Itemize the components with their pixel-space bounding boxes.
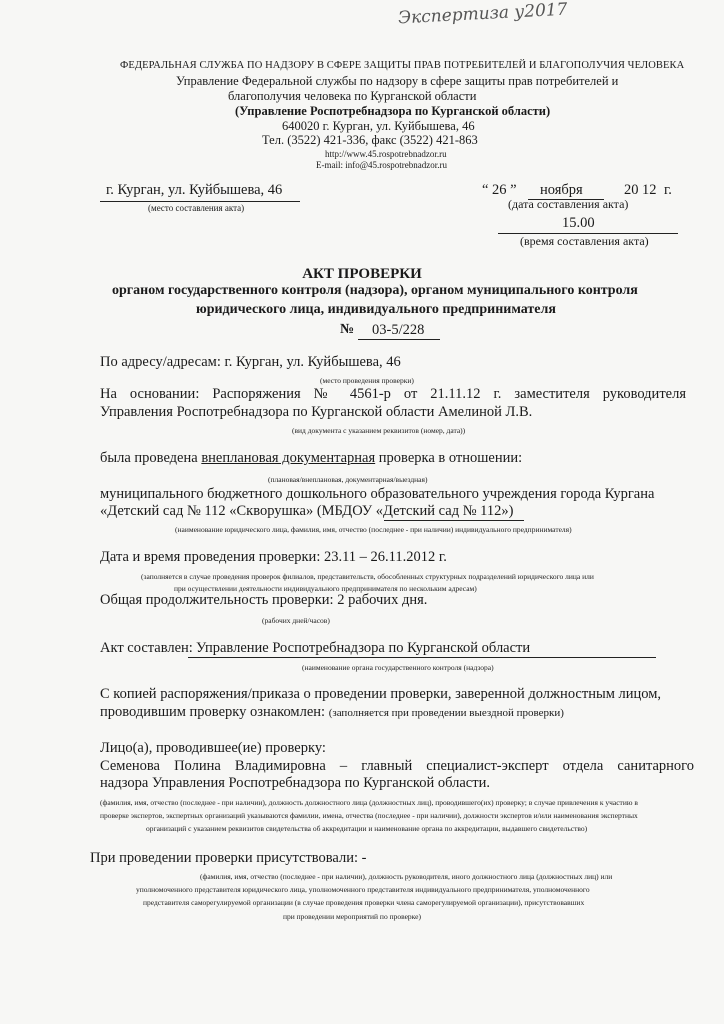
inspection-dates: Дата и время проведения проверки: 23.11 – 26.11.2012 г.: [100, 549, 447, 565]
act-number-label: №: [340, 322, 355, 337]
present-caption-1: (фамилия, имя, отчество (последнее - при наличии), должность руководителя, иного должностного лица (должностных лиц) или: [200, 872, 613, 881]
agency-website: http://www.45.rospotrebnadzor.ru: [325, 149, 447, 159]
inspection-address-caption: (место проведения проверки): [320, 376, 414, 385]
inspection-type: внеплановая документарная: [201, 450, 376, 466]
inspectors-caption-3: организаций с указанием реквизитов свидетельства об аккредитации и наименование органа по аккредитации, выдавшего свидетельство): [146, 824, 588, 833]
act-title: АКТ ПРОВЕРКИ: [302, 266, 422, 282]
inspection-address: По адресу/адресам: г. Курган, ул. Куйбышева, 46: [100, 354, 401, 370]
time-caption: (время составления акта): [520, 234, 649, 248]
compiled-caption: (наименование органа государственного контроля (надзора): [302, 663, 494, 672]
entity-line-2: «Детский сад № 112 «Скворушка» (МБДОУ «Детский сад № 112»): [100, 503, 514, 519]
dates-caption-2: при осуществлении деятельности индивидуального предпринимателя по нескольким адресам): [174, 584, 477, 593]
date-day: “ 26 ”: [482, 182, 517, 198]
compiled-value: Управление Роспотребнадзора по Курганской области: [196, 640, 531, 656]
inspection-duration: Общая продолжительность проверки: 2 рабочих дня.: [100, 592, 428, 608]
compiled-label: Акт составлен:: [100, 640, 193, 656]
handwritten-annotation: Экспертиза у2017: [397, 0, 568, 29]
date-caption: (дата составления акта): [508, 197, 629, 211]
present-label: При проведении проверки присутствовали: -: [90, 850, 367, 866]
place-value: г. Курган, ул. Куйбышева, 46: [106, 182, 283, 198]
entity-caption: (наименование юридического лица, фамилия, имя, отчество (последнее - при наличии) индивидуального предпринимателя): [175, 525, 572, 534]
date-year-unit: г.: [664, 182, 672, 198]
agency-email: E-mail: info@45.rospotrebnadzor.ru: [316, 160, 448, 170]
agency-address: 640020 г. Курган, ул. Куйбышева, 46: [282, 119, 475, 133]
inspectors-caption-1: (фамилия, имя, отчество (последнее - при наличии), должность должностного лица (должностных лиц), проводившего(их) проверку; в случае привлечения к участию в: [100, 798, 638, 807]
department-line-1: Управление Федеральной службы по надзору в сфере защиты прав потребителей и: [176, 74, 619, 88]
date-year-prefix: 20: [624, 182, 639, 198]
inspection-type-caption: (плановая/внеплановая, документарная/выездная): [268, 475, 428, 484]
present-caption-3: представителя саморегулируемой организации (в случае проведения проверки члена саморегулируемой организации), присутствовавших: [143, 898, 585, 907]
basis-line-2: Управления Роспотребнадзора по Курганской области Амелиной Л.В.: [100, 404, 533, 420]
copy-line-1: С копией распоряжения/приказа о проведении проверки, заверенной должностным лицом,: [100, 686, 662, 702]
act-subtitle-2: юридического лица, индивидуального предпринимателя: [196, 302, 556, 317]
department-short-name: (Управление Роспотребнадзора по Курганской области): [235, 104, 551, 118]
agency-name: ФЕДЕРАЛЬНАЯ СЛУЖБА ПО НАДЗОРУ В СФЕРЕ ЗАЩИТЫ ПРАВ ПОТРЕБИТЕЛЕЙ И БЛАГОПОЛУЧИЯ ЧЕЛОВЕКА: [120, 60, 685, 71]
inspectors-caption-2: проверке экспертов, экспертных организаций указываются фамилии, имена, отчества (последнее - при наличии), должности экспертов и/или наименования экспертных: [100, 811, 638, 820]
inspection-suffix: проверка в отношении:: [375, 450, 523, 466]
date-year-suffix: 12: [642, 182, 657, 198]
act-subtitle-1: органом государственного контроля (надзора), органом муниципального контроля: [112, 283, 638, 298]
basis-caption: (вид документа с указанием реквизитов (номер, дата)): [292, 426, 466, 435]
present-caption-2: уполномоченного представителя юридического лица, уполномоченного представителя индивидуального предпринимателя, уполномоченного: [136, 885, 590, 894]
inspectors-line-2: надзора Управления Роспотребнадзора по Курганской области.: [100, 775, 490, 791]
place-caption: (место составления акта): [148, 203, 245, 213]
duration-caption: (рабочих дней/часов): [262, 616, 330, 625]
date-month: ноября: [540, 182, 583, 198]
inspection-prefix: была проведена: [100, 450, 202, 466]
department-line-2: благополучия человека по Курганской области: [228, 89, 477, 103]
time-value: 15.00: [562, 215, 595, 231]
basis-line-1: На основании: Распоряжения № 4561-р от 21.11.12 г. заместителя руководителя: [100, 386, 686, 402]
entity-line-1: муниципального бюджетного дошкольного образовательного учреждения города Кургана: [100, 486, 655, 502]
agency-phone: Тел. (3522) 421-336, факс (3522) 421-863: [262, 133, 478, 147]
dates-caption-1: (заполняется в случае проведения проверок филиалов, представительств, обособленных структурных подразделений юридического лица или: [141, 572, 594, 581]
present-caption-4: при проведении мероприятий по проверке): [283, 912, 421, 921]
inspectors-line-1: Семенова Полина Владимировна – главный специалист-эксперт отдела санитарного: [100, 758, 694, 774]
copy-line-2: проводившим проверку ознакомлен: (заполняется при проведении выездной проверки): [100, 704, 564, 720]
inspectors-label: Лицо(а), проводившее(ие) проверку:: [100, 740, 326, 756]
act-number: 03-5/228: [372, 322, 425, 338]
inspection-type-line: [100, 450, 522, 467]
